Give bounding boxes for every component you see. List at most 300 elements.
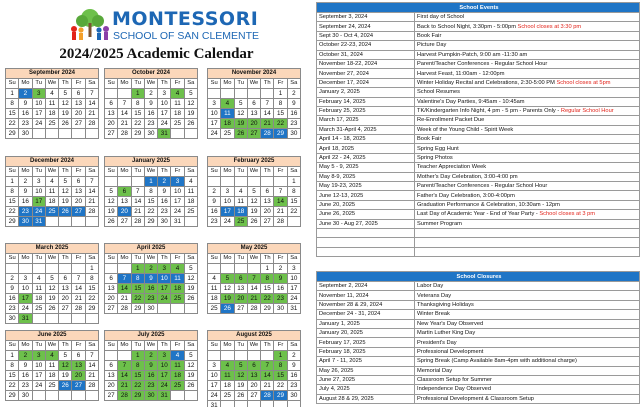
event-text: Harvest Pumpkin-Patch, 9:00 am -11:30 am [417,51,528,58]
day-cell: 9 [287,99,300,109]
day-cell: 14 [118,371,131,381]
month-calendar [104,68,198,139]
weekday-header: Sa [287,254,300,264]
closure-date: November 28 & 29, 2024 [317,300,415,309]
day-cell: 28 [247,304,260,314]
day-cell: 24 [19,304,32,314]
weekday-header: Th [261,167,274,177]
day-cell: 21 [85,197,98,207]
day-cell [208,264,221,274]
weekday-header: We [144,341,157,351]
day-cell: 25 [32,304,45,314]
weekday-header: We [247,254,260,264]
event-date: May 19-23, 2025 [317,182,415,191]
closure-date: June 27, 2025 [317,375,415,384]
day-cell: 25 [171,294,184,304]
event-row [317,144,640,153]
weekday-header: Th [261,79,274,89]
day-cell: 18 [234,207,247,217]
weekday-header: Fr [72,341,85,351]
day-cell [274,177,287,187]
month-calendar [5,243,99,324]
weekday-header: We [144,254,157,264]
weekday-header: Sa [184,79,197,89]
day-cell: 23 [6,304,19,314]
weekday-header: Tu [32,167,45,177]
event-text: Last Day of Academic Year - End of Year Party - [417,211,538,218]
weekday-header: Th [158,79,171,89]
weekday-header: Tu [234,79,247,89]
day-cell: 14 [247,284,260,294]
weekday-header: Su [208,79,221,89]
day-cell: 16 [287,371,300,381]
event-date: April 18, 2025 [317,144,415,153]
day-cell [234,177,247,187]
day-cell: 13 [261,197,274,207]
day-cell [131,177,144,187]
day-cell: 11 [208,284,221,294]
day-cell: 28 [261,391,274,401]
day-cell: 9 [19,99,32,109]
event-description [415,191,640,200]
event-row [317,153,640,162]
weekday-header: We [45,254,58,264]
event-date: April 22 - 24, 2025 [317,153,415,162]
day-cell: 7 [261,361,274,371]
day-cell: 4 [171,264,184,274]
day-cell: 23 [274,294,287,304]
event-description [415,125,640,134]
day-cell: 18 [32,294,45,304]
closure-date: August 28 & 29, 2025 [317,394,415,403]
event-text: Spring Photos [417,155,453,162]
weekday-header: Tu [131,167,144,177]
day-cell: 2 [158,177,171,187]
day-cell: 18 [45,109,58,119]
day-cell: 19 [184,109,197,119]
day-cell: 30 [287,391,300,401]
day-cell [247,401,260,407]
day-cell: 15 [144,197,157,207]
day-cell: 19 [184,284,197,294]
month-calendar [104,156,198,227]
day-cell [261,177,274,187]
day-cell: 30 [19,129,32,139]
day-cell: 24 [208,129,221,139]
weekday-header: Fr [274,341,287,351]
day-cell [85,314,98,324]
weekday-header: Sa [287,79,300,89]
day-cell: 11 [171,274,184,284]
weekday-header: Th [59,254,72,264]
day-cell: 15 [6,197,19,207]
day-cell: 8 [131,99,144,109]
day-cell: 12 [247,197,260,207]
day-cell: 7 [85,89,98,99]
day-cell [221,177,234,187]
logo-title: MONTESSORI [112,8,259,30]
day-cell: 30 [144,391,157,401]
day-cell: 2 [19,351,32,361]
day-cell: 19 [59,109,72,119]
day-cell: 25 [171,381,184,391]
day-cell [261,89,274,99]
event-date: December 17, 2024 [317,78,415,87]
event-date: March 31-April 4, 2025 [317,125,415,134]
day-cell: 29 [85,304,98,314]
day-cell [158,304,171,314]
closure-description: Veterans Day [415,291,640,300]
day-cell: 5 [234,361,247,371]
day-cell [208,89,221,99]
day-cell: 15 [131,284,144,294]
day-cell: 5 [59,89,72,99]
day-cell: 22 [144,207,157,217]
day-cell: 26 [247,217,260,227]
weekday-header: Tu [131,79,144,89]
day-cell [234,264,247,274]
day-cell: 6 [105,361,118,371]
day-cell: 30 [287,129,300,139]
event-description [415,219,640,228]
day-cell: 23 [144,119,157,129]
event-text: Back to School Night, 3:30pm - 5:00pm [417,23,516,30]
day-cell: 3 [32,351,45,361]
day-cell: 26 [59,207,72,217]
day-cell: 22 [131,294,144,304]
weekday-header: Mo [118,79,131,89]
day-cell [32,129,45,139]
day-cell: 25 [234,217,247,227]
day-cell: 26 [184,294,197,304]
day-cell: 25 [221,129,234,139]
event-date: November 27, 2024 [317,69,415,78]
weekday-header: Mo [221,341,234,351]
event-text: Week of the Young Child - Spirit Week [417,126,514,133]
day-cell: 2 [287,351,300,361]
weekday-header: Mo [118,167,131,177]
event-date: October 31, 2024 [317,50,415,59]
event-date: June 26, 2025 [317,210,415,219]
day-cell [234,401,247,407]
event-date: April 14 - 18, 2025 [317,135,415,144]
day-cell [59,264,72,274]
day-cell: 27 [72,381,85,391]
event-row [317,125,640,134]
day-cell: 30 [158,217,171,227]
day-cell: 12 [105,197,118,207]
day-cell [59,314,72,324]
day-cell: 7 [85,351,98,361]
day-cell: 28 [85,381,98,391]
day-cell: 16 [144,109,157,119]
day-cell: 24 [221,217,234,227]
day-cell: 1 [274,89,287,99]
event-description [415,69,640,78]
day-cell: 13 [72,361,85,371]
closure-description: Memorial Day [415,366,640,375]
day-cell: 30 [144,129,157,139]
day-cell: 8 [261,274,274,284]
day-cell: 13 [72,187,85,197]
weekday-header: Mo [221,167,234,177]
day-cell: 24 [158,119,171,129]
event-date: September 3, 2024 [317,13,415,22]
weekday-header: Tu [131,254,144,264]
day-cell: 29 [261,304,274,314]
day-cell [184,391,197,401]
day-cell: 30 [19,391,32,401]
day-cell: 20 [105,294,118,304]
day-cell [234,351,247,361]
weekday-header: Fr [274,167,287,177]
day-cell: 27 [72,207,85,217]
day-cell: 23 [19,119,32,129]
day-cell: 13 [247,109,260,119]
day-cell: 5 [221,274,234,284]
event-text: Re-Enrollment Packet Due [417,117,485,124]
day-cell [85,391,98,401]
event-row [317,97,640,106]
event-description [415,41,640,50]
closure-row [317,300,640,309]
closure-date: September 2, 2024 [317,282,415,291]
day-cell [59,129,72,139]
weekday-header: We [45,79,58,89]
day-cell: 16 [274,284,287,294]
day-cell: 7 [72,274,85,284]
day-cell: 18 [184,197,197,207]
event-date: June 30 - Aug 27, 2025 [317,219,415,228]
weekday-header: Th [158,254,171,264]
day-cell: 15 [261,284,274,294]
day-cell [208,177,221,187]
event-row [317,50,640,59]
weekday-header: We [247,341,260,351]
event-text: Winter Holiday Recital and Celebrations, 2:30-5:00 PM [417,79,555,86]
month-name: September 2024 [6,69,99,79]
day-cell: 4 [32,274,45,284]
day-cell: 24 [32,119,45,129]
day-cell: 2 [287,89,300,99]
day-cell: 28 [85,207,98,217]
day-cell: 6 [72,89,85,99]
day-cell: 10 [221,197,234,207]
event-description [415,135,640,144]
day-cell: 1 [85,264,98,274]
day-cell: 25 [171,119,184,129]
day-cell: 19 [59,197,72,207]
day-cell: 3 [19,274,32,284]
day-cell: 11 [221,109,234,119]
weekday-header: We [247,167,260,177]
day-cell: 12 [59,187,72,197]
event-date: January 2, 2025 [317,88,415,97]
day-cell: 13 [247,371,260,381]
day-cell: 17 [158,109,171,119]
day-cell: 1 [6,177,19,187]
day-cell: 26 [234,391,247,401]
day-cell: 27 [247,391,260,401]
event-date: Sept 30 - Oct 4, 2024 [317,31,415,40]
day-cell: 2 [208,187,221,197]
day-cell [105,89,118,99]
day-cell: 20 [118,207,131,217]
closure-row [317,366,640,375]
day-cell: 24 [208,391,221,401]
weekday-header: We [45,167,58,177]
day-cell: 2 [19,89,32,99]
day-cell: 10 [158,99,171,109]
day-cell: 28 [72,304,85,314]
day-cell: 15 [131,371,144,381]
event-text: School Resumes [417,89,460,96]
day-cell: 21 [118,381,131,391]
event-description [415,106,640,115]
day-cell: 28 [85,119,98,129]
day-cell: 13 [59,284,72,294]
closure-row [317,282,640,291]
day-cell: 22 [85,294,98,304]
weekday-header: Sa [85,167,98,177]
day-cell: 12 [59,361,72,371]
day-cell [118,351,131,361]
day-cell: 8 [131,361,144,371]
event-description [415,163,640,172]
day-cell: 20 [72,109,85,119]
day-cell: 7 [85,177,98,187]
day-cell: 10 [32,187,45,197]
day-cell: 16 [6,294,19,304]
weekday-header: Th [59,341,72,351]
day-cell: 7 [247,274,260,284]
day-cell: 24 [158,294,171,304]
month-calendar [207,330,301,407]
weekday-header: Sa [85,254,98,264]
closure-row [317,347,640,356]
day-cell [105,177,118,187]
event-row [317,88,640,97]
day-cell [261,351,274,361]
closure-date: February 17, 2025 [317,338,415,347]
day-cell [247,89,260,99]
day-cell: 29 [131,391,144,401]
day-cell: 13 [105,284,118,294]
day-cell: 10 [32,99,45,109]
day-cell: 22 [274,119,287,129]
weekday-header: Mo [118,341,131,351]
day-cell: 19 [45,294,58,304]
day-cell: 14 [131,197,144,207]
weekday-header: Su [6,167,19,177]
day-cell: 26 [59,119,72,129]
day-cell: 17 [19,294,32,304]
day-cell: 11 [171,361,184,371]
day-cell: 6 [261,187,274,197]
weekday-header: Tu [234,167,247,177]
day-cell [247,264,260,274]
day-cell [85,217,98,227]
day-cell: 22 [287,207,300,217]
closure-row [317,310,640,319]
event-row [317,78,640,87]
day-cell: 8 [287,187,300,197]
day-cell: 28 [118,129,131,139]
day-cell: 16 [19,371,32,381]
day-cell: 13 [234,284,247,294]
day-cell: 21 [261,381,274,391]
event-note: School closes at 3 pm [539,211,596,218]
day-cell: 11 [171,99,184,109]
event-description [415,182,640,191]
day-cell [59,217,72,227]
month-name: December 2024 [6,157,99,167]
day-cell: 1 [287,177,300,187]
weekday-header: Su [208,341,221,351]
weekday-header: Tu [234,254,247,264]
day-cell: 1 [6,89,19,99]
day-cell: 14 [72,284,85,294]
event-date: February 25, 2025 [317,106,415,115]
day-cell: 14 [118,109,131,119]
day-cell: 21 [85,109,98,119]
day-cell [45,264,58,274]
day-cell: 15 [287,197,300,207]
day-cell: 4 [221,361,234,371]
day-cell: 24 [32,207,45,217]
day-cell: 7 [274,187,287,197]
day-cell: 23 [19,207,32,217]
day-cell: 6 [59,274,72,284]
event-description [415,31,640,40]
day-cell: 4 [45,89,58,99]
day-cell: 6 [105,99,118,109]
weekday-header: Fr [72,167,85,177]
event-description [415,88,640,97]
day-cell [247,351,260,361]
day-cell: 31 [158,391,171,401]
day-cell: 4 [171,89,184,99]
event-row [317,135,640,144]
day-cell: 2 [144,264,157,274]
event-row [317,106,640,115]
closure-date: May 26, 2025 [317,366,415,375]
day-cell: 10 [171,187,184,197]
day-cell: 15 [6,109,19,119]
day-cell: 1 [144,177,157,187]
day-cell: 14 [118,284,131,294]
weekday-header: Fr [171,254,184,264]
event-text: Parent/Teacher Conferences - Regular School Hour [417,61,548,68]
weekday-header: Sa [287,341,300,351]
day-cell: 13 [118,197,131,207]
event-text: Spring Egg Hunt [417,145,459,152]
day-cell: 20 [72,197,85,207]
day-cell: 11 [234,197,247,207]
weekday-header: Mo [19,79,32,89]
day-cell [45,391,58,401]
day-cell: 22 [6,381,19,391]
day-cell: 27 [105,129,118,139]
day-cell: 26 [184,381,197,391]
day-cell: 8 [6,187,19,197]
day-cell: 29 [6,391,19,401]
day-cell [221,264,234,274]
day-cell [261,401,274,407]
weekday-header: Fr [72,79,85,89]
day-cell: 16 [158,197,171,207]
event-text: Parent/Teacher Conferences - Regular School Hour [417,183,548,190]
